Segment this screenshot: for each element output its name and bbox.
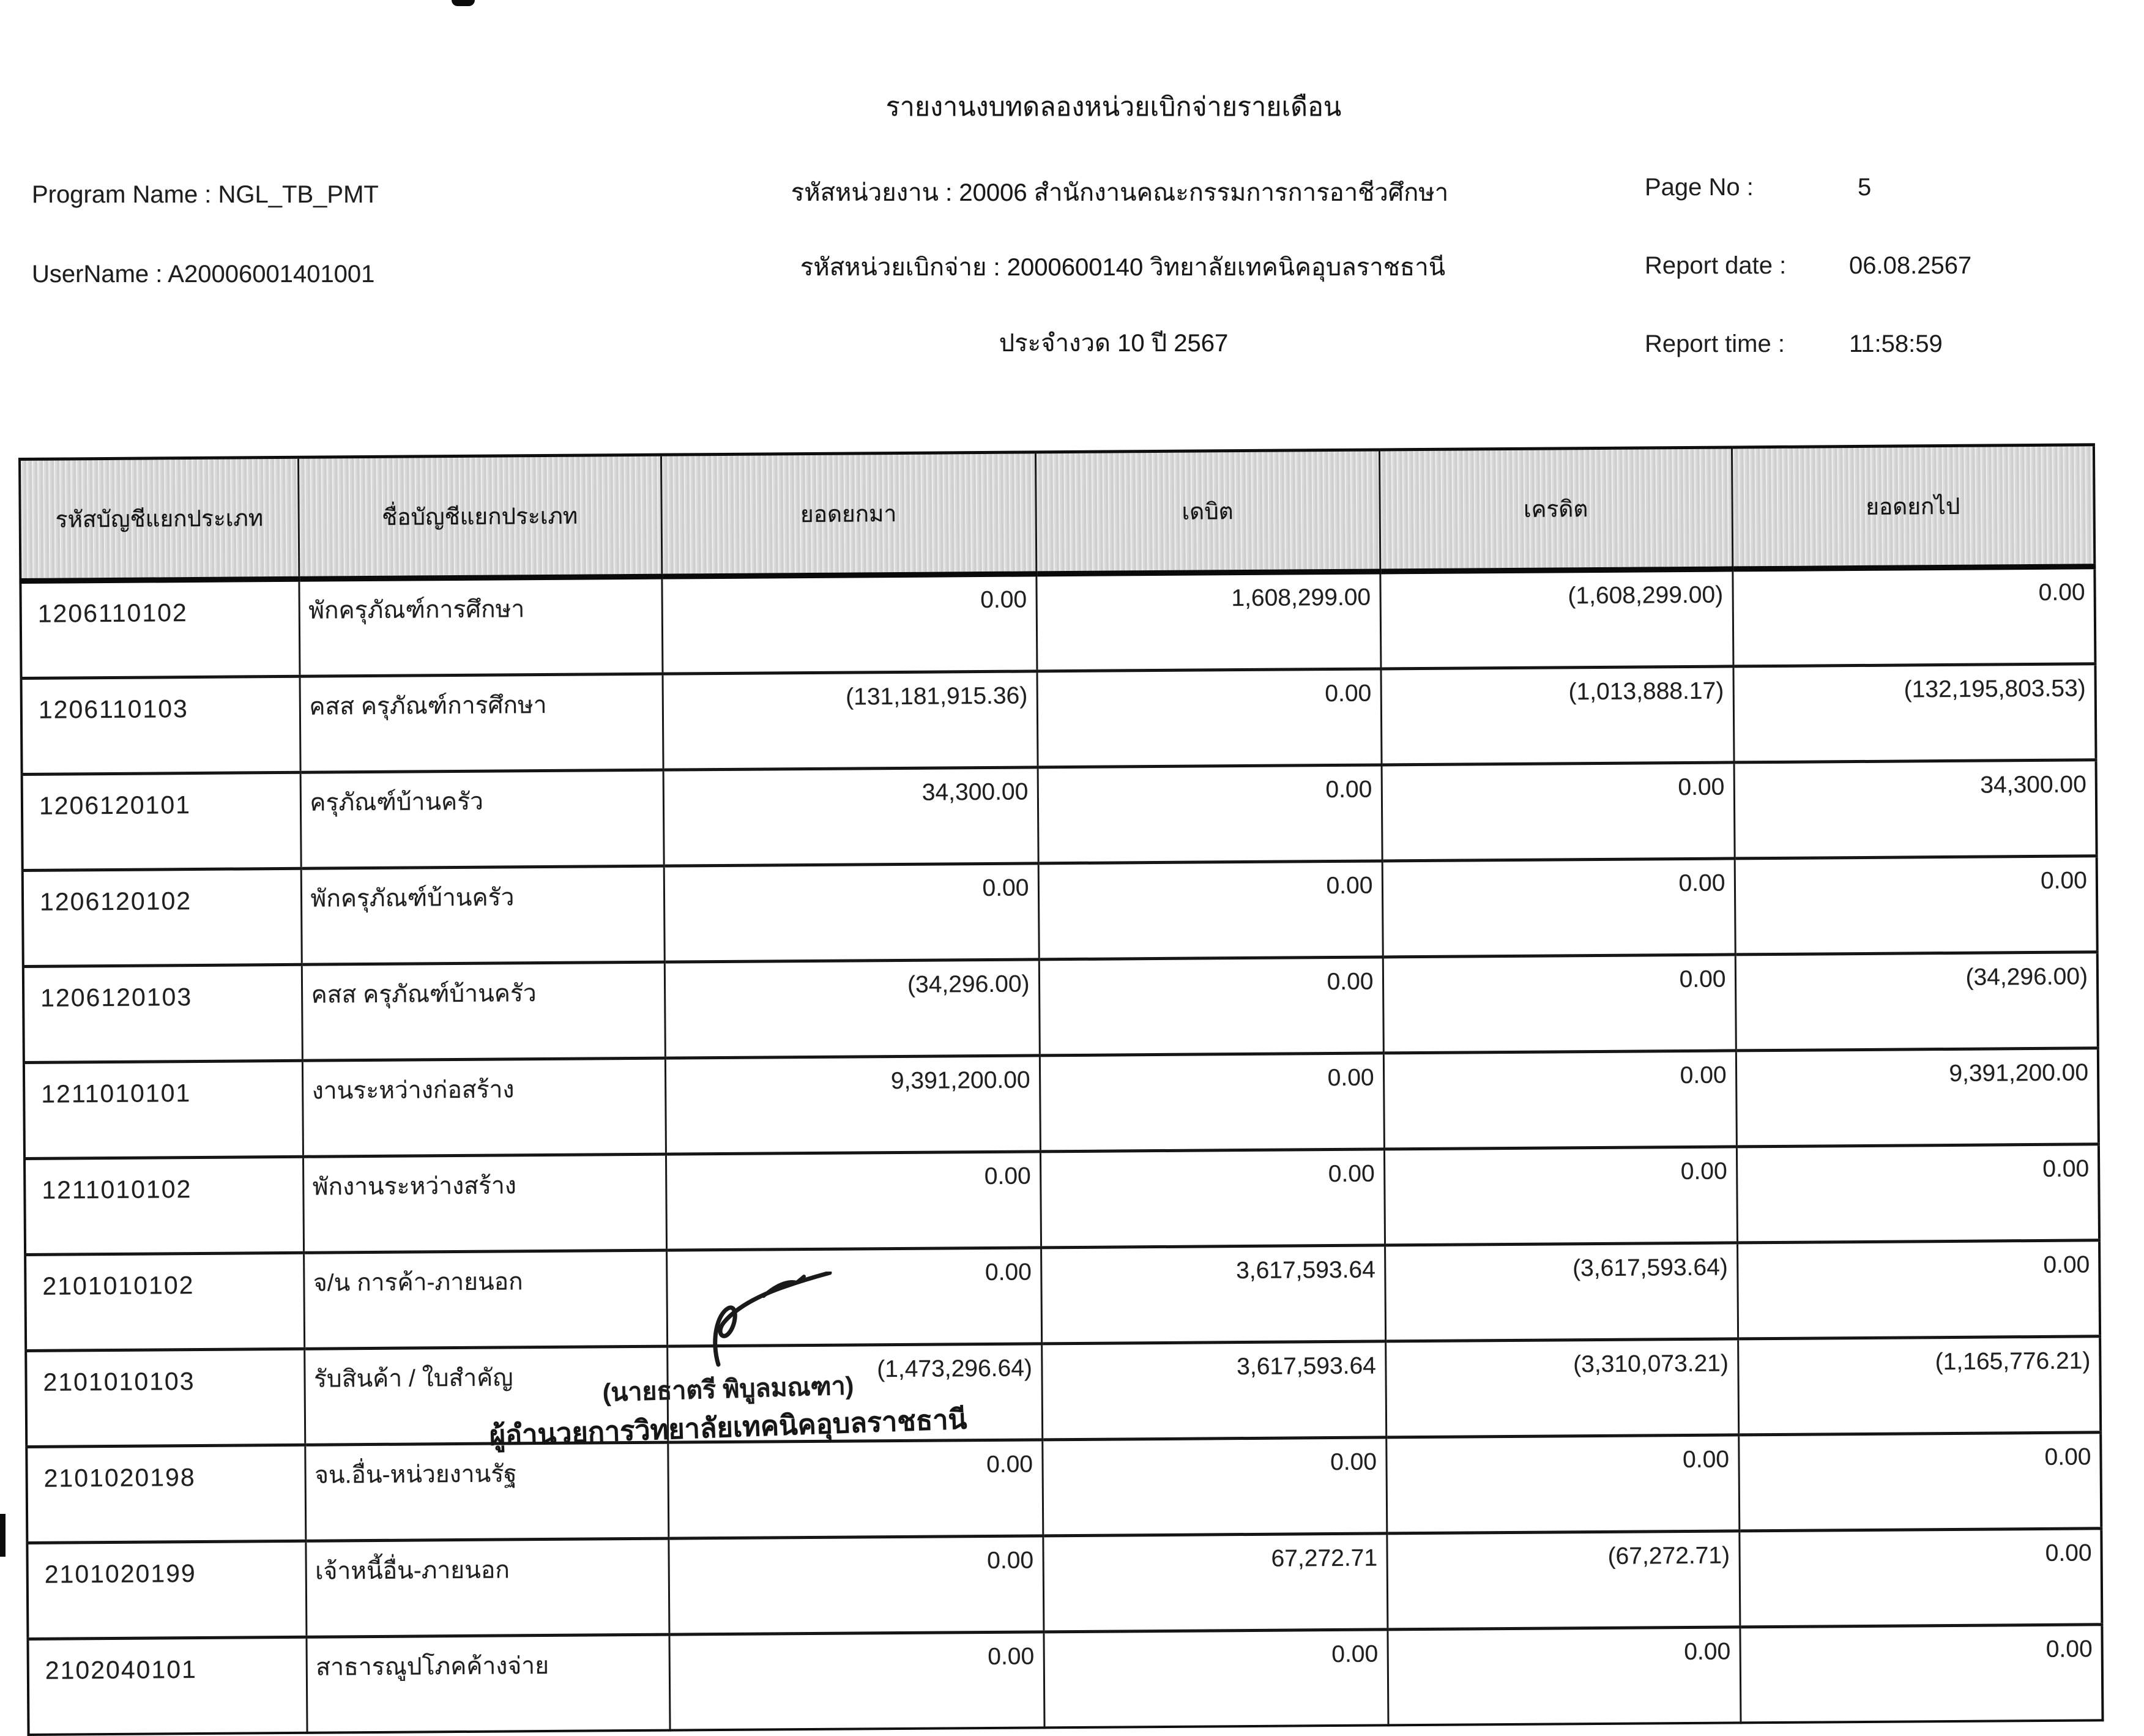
- table-row: [24, 1144, 2099, 1255]
- disbursement-unit-line: รหัสหน่วยเบิกจ่าย : 2000600140 วิทยาลัยเทคนิคอุบลราชธานี: [800, 254, 1446, 281]
- report-title: รายงานงบทดลองหน่วยเบิกจ่ายรายเดือน: [885, 92, 1342, 122]
- username-line: [32, 261, 374, 288]
- account-name-cell: งานระหว่างก่อสร้าง: [302, 1058, 666, 1157]
- program-name-line: [32, 181, 379, 209]
- account-name-cell: คสส ครุภัณฑ์การศึกษา: [300, 674, 663, 772]
- header-account-code: รหัสบัญชีแยกประเภท: [20, 457, 299, 581]
- amount-cell: 34,300.00: [1734, 760, 2097, 859]
- amount-cell: 67,272.71: [1043, 1533, 1387, 1632]
- amount-cell: 0.00: [1735, 856, 2097, 955]
- account-code-cell: 2102040101: [28, 1637, 307, 1735]
- handwritten-signature-icon: [690, 1272, 837, 1373]
- amount-cell: 0.00: [1738, 1432, 2101, 1531]
- amount-cell: 0.00: [1039, 957, 1383, 1056]
- amount-cell: 34,300.00: [663, 767, 1038, 866]
- period-line: ประจำงวด 10 ปี 2567: [999, 330, 1229, 357]
- page-no-value: 5: [1858, 174, 1872, 201]
- account-code-cell: 2101010103: [26, 1349, 305, 1447]
- amount-cell: (131,181,915.36): [662, 671, 1037, 770]
- amount-cell: 9,391,200.00: [665, 1056, 1040, 1154]
- account-code-cell: 1206120102: [23, 868, 302, 966]
- table-header-row: [20, 445, 2094, 581]
- amount-cell: 0.00: [1040, 1053, 1384, 1152]
- amount-cell: 0.00: [668, 1440, 1043, 1538]
- account-name-cell: พักครุภัณฑ์การศึกษา: [299, 576, 662, 676]
- account-name-cell: พักครุภัณฑ์บ้านครัว: [301, 866, 664, 964]
- amount-cell: 0.00: [1383, 955, 1736, 1053]
- account-code-cell: 1206120101: [22, 772, 301, 870]
- table-row: [21, 664, 2096, 775]
- account-code-cell: 1211010102: [24, 1157, 303, 1254]
- report-date-label: Report date :: [1645, 252, 1787, 279]
- header-debit: เดบิต: [1035, 450, 1380, 574]
- header-account-name: ชื่อบัญชีแยกประเภท: [298, 455, 661, 579]
- program-name-label: Program Name :: [32, 181, 212, 208]
- amount-cell: 0.00: [661, 574, 1037, 674]
- amount-cell: (1,608,299.00): [1380, 569, 1733, 669]
- report-time-value: 11:58:59: [1849, 330, 1943, 357]
- account-name-cell: คสส ครุภัณฑ์บ้านครัว: [302, 962, 665, 1060]
- scan-artifact-top: [452, 0, 475, 6]
- signatory-title: ผู้อำนวยการวิทยาลัยเทคนิคอุบลราชธานี: [488, 1403, 968, 1451]
- amount-cell: 0.00: [1739, 1529, 2102, 1627]
- amount-cell: 0.00: [668, 1536, 1043, 1634]
- amount-cell: 0.00: [1386, 1435, 1739, 1533]
- amount-cell: 9,391,200.00: [1736, 1048, 2099, 1147]
- amount-cell: 0.00: [1737, 1240, 2100, 1339]
- amount-cell: (34,296.00): [1735, 952, 2098, 1051]
- trial-balance-table: [18, 443, 2104, 1736]
- table-row: [26, 1336, 2101, 1447]
- program-name-value: NGL_TB_PMT: [218, 181, 379, 208]
- report-time-label: Report time :: [1645, 330, 1785, 357]
- amount-cell: (3,310,073.21): [1385, 1339, 1738, 1437]
- account-code-cell: 1211010101: [24, 1060, 303, 1158]
- amount-cell: 0.00: [1732, 567, 2095, 666]
- table-row: [22, 760, 2097, 871]
- amount-cell: (132,195,803.53): [1733, 664, 2096, 762]
- table-row: [27, 1529, 2102, 1639]
- account-code-cell: 2101020199: [27, 1541, 306, 1639]
- amount-cell: (3,617,593.64): [1385, 1243, 1738, 1341]
- amount-cell: 3,617,593.64: [1041, 1341, 1386, 1440]
- account-name-cell: รับสินค้า / ใบสำคัญ: [304, 1346, 668, 1445]
- account-name-cell: พักงานระหว่างสร้าง: [303, 1154, 666, 1253]
- amount-cell: 0.00: [1736, 1144, 2099, 1243]
- account-code-cell: 1206110102: [20, 579, 299, 678]
- amount-cell: 0.00: [1387, 1627, 1740, 1726]
- amount-cell: 0.00: [666, 1152, 1041, 1250]
- amount-cell: 1,608,299.00: [1036, 572, 1380, 671]
- amount-cell: (1,013,888.17): [1380, 666, 1733, 765]
- table-row: [28, 1625, 2102, 1735]
- account-name-cell: ครุภัณฑ์บ้านครัว: [300, 770, 664, 868]
- amount-cell: (1,165,776.21): [1738, 1336, 2101, 1435]
- amount-cell: 0.00: [1040, 1149, 1385, 1248]
- amount-cell: 0.00: [1043, 1630, 1388, 1727]
- account-code-cell: 1206120103: [23, 964, 302, 1062]
- amount-cell: 0.00: [664, 863, 1039, 962]
- scan-artifact-bottom-left: [0, 1514, 6, 1557]
- amount-cell: (67,272.71): [1387, 1531, 1740, 1630]
- account-name-cell: เจ้าหนี้อื่น-ภายนอก: [305, 1538, 669, 1637]
- amount-cell: 0.00: [1038, 765, 1382, 863]
- amount-cell: 0.00: [1042, 1437, 1387, 1536]
- amount-cell: (34,296.00): [664, 959, 1040, 1058]
- table-row: [23, 952, 2098, 1063]
- amount-cell: (1,473,296.64): [667, 1344, 1042, 1442]
- amount-cell: 0.00: [1383, 1051, 1736, 1149]
- header-ending-balance: ยอดยกไป: [1732, 445, 2094, 569]
- table-row: [25, 1240, 2100, 1351]
- amount-cell: 0.00: [1382, 859, 1735, 957]
- table-row: [23, 856, 2097, 967]
- amount-cell: 0.00: [666, 1248, 1041, 1346]
- amount-cell: 0.00: [1384, 1147, 1737, 1245]
- amount-cell: 0.00: [1382, 762, 1735, 861]
- amount-cell: 0.00: [669, 1632, 1044, 1730]
- account-name-cell: จน.อื่น-หน่วยงานรัฐ: [305, 1442, 668, 1541]
- table-row: [26, 1432, 2101, 1543]
- account-code-cell: 1206110103: [21, 676, 300, 774]
- table-row: [24, 1048, 2099, 1159]
- header-beginning-balance: ยอดยกมา: [661, 452, 1036, 576]
- account-name-cell: จ/น การค้า-ภายนอก: [303, 1250, 667, 1349]
- header-credit: เครดิต: [1379, 447, 1732, 572]
- username-label: UserName :: [32, 261, 163, 288]
- account-name-cell: สาธารณูปโภคค้างจ่าย: [306, 1634, 669, 1733]
- amount-cell: 0.00: [1740, 1625, 2102, 1723]
- amount-cell: 3,617,593.64: [1041, 1245, 1385, 1344]
- account-code-cell: 2101020198: [26, 1445, 305, 1543]
- report-date-value: 06.08.2567: [1849, 252, 1972, 279]
- amount-cell: 0.00: [1038, 861, 1383, 959]
- agency-code-line: รหัสหน่วยงาน : 20006 สำนักงานคณะกรรมการการอาชีวศึกษา: [791, 179, 1449, 206]
- table-row: [20, 567, 2095, 679]
- signatory-name: (นายธาตรี พิบูลมณฑา): [602, 1371, 854, 1407]
- account-code-cell: 2101010102: [25, 1253, 304, 1350]
- page-no-label: Page No :: [1645, 174, 1754, 201]
- username-value: A20006001401001: [168, 261, 375, 288]
- amount-cell: 0.00: [1037, 669, 1381, 767]
